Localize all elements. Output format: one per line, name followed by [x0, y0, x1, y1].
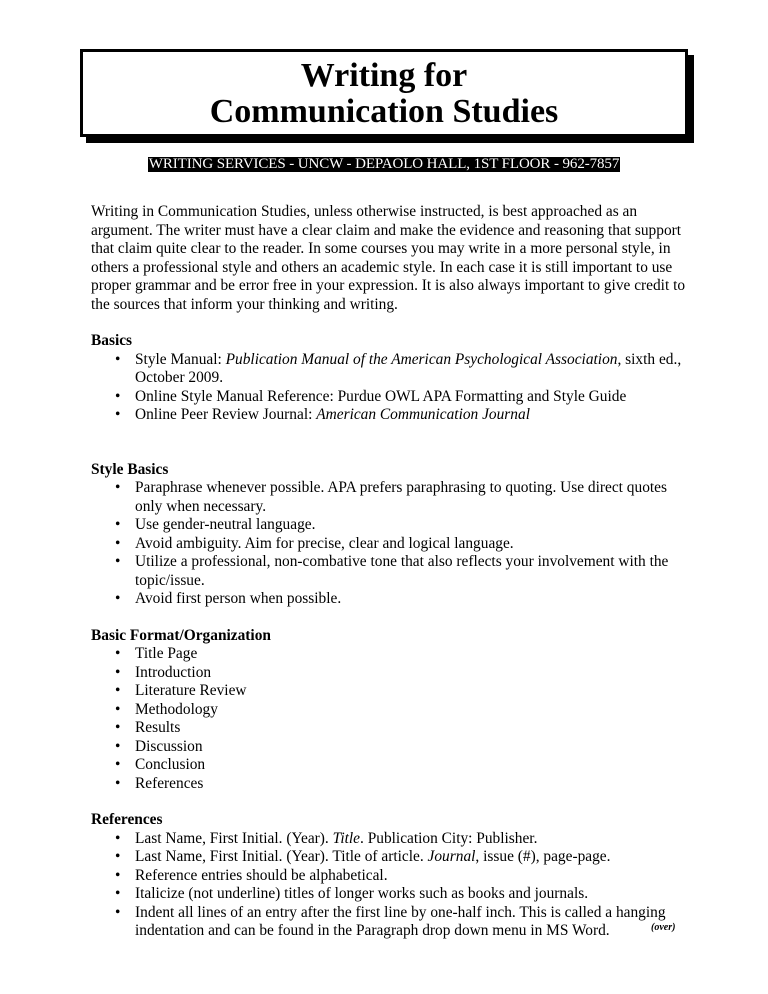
- list-item: • Paraphrase whenever possible. APA prefers paraphrasing to quoting. Use direct quotes only when necessary.: [91, 479, 691, 516]
- list-item: • Last Name, First Initial. (Year). Title of article. Journal, issue (#), page-page.: [91, 848, 691, 867]
- intro-paragraph: Writing in Communication Studies, unless otherwise instructed, is best approached as an argument. The writer must have a clear claim and make the evidence and reasoning that support that claim quite clear to the reader. In some courses you may write in a more personal style, in others a professional style and others an academic style. In each case it is still important to use proper grammar and be error free in your expression. It is also always important to give credit to the sources that inform your thinking and writing.: [91, 203, 686, 313]
- section-references: [91, 811, 691, 941]
- list-item: • Style Manual: Publication Manual of the American Psychological Association, sixth ed., October 2009.: [91, 351, 691, 388]
- list-item: • Use gender-neutral language.: [91, 516, 691, 535]
- section-basics: [91, 332, 691, 425]
- list-item: • Results: [91, 719, 691, 738]
- list-item: • Indent all lines of an entry after the first line by one-half inch. This is called a hanging indentation and can be found in the Paragraph drop down menu in MS Word.: [91, 904, 691, 941]
- list-item: • Conclusion: [91, 756, 691, 775]
- list-item: • Utilize a professional, non-combative tone that also reflects your involvement with the topic/issue.: [91, 553, 691, 590]
- list-item: • Title Page: [91, 645, 691, 664]
- page-title-line-1: Writing for: [300, 57, 468, 94]
- list-item: • Online Peer Review Journal: American Communication Journal: [91, 406, 691, 425]
- title-box: [80, 49, 688, 137]
- section-format-organization: [91, 627, 691, 794]
- bullet-list: [91, 645, 691, 793]
- list-item: • Italicize (not underline) titles of longer works such as books and journals.: [91, 885, 691, 904]
- page-title-line-2: Communication Studies: [209, 93, 559, 130]
- list-item: • Discussion: [91, 738, 691, 757]
- bullet-list: [91, 830, 691, 941]
- list-item: • Reference entries should be alphabetical.: [91, 867, 691, 886]
- document-body: [91, 203, 691, 959]
- list-item: • Literature Review: [91, 682, 691, 701]
- section-style-basics: [91, 461, 691, 609]
- section-heading: Basic Format/Organization: [91, 626, 271, 644]
- list-item: • Online Style Manual Reference: Purdue OWL APA Formatting and Style Guide: [91, 388, 691, 407]
- bullet-list: [91, 351, 691, 425]
- list-item: • Avoid ambiguity. Aim for precise, clear and logical language.: [91, 535, 691, 554]
- list-item: • Last Name, First Initial. (Year). Title. Publication City: Publisher.: [91, 830, 691, 849]
- list-item: • Introduction: [91, 664, 691, 683]
- section-heading: Style Basics: [91, 460, 169, 478]
- list-item: • Avoid first person when possible.: [91, 590, 691, 609]
- banner-container: [0, 155, 768, 173]
- section-heading: Basics: [91, 332, 133, 349]
- contact-banner: WRITING SERVICES - UNCW - DEPAOLO HALL, 1ST FLOOR - 962-7857: [148, 156, 620, 172]
- bullet-list: [91, 479, 691, 609]
- section-heading: References: [91, 811, 163, 828]
- list-item: • Methodology: [91, 701, 691, 720]
- list-item: • References: [91, 775, 691, 794]
- over-page-note: (over): [651, 922, 676, 933]
